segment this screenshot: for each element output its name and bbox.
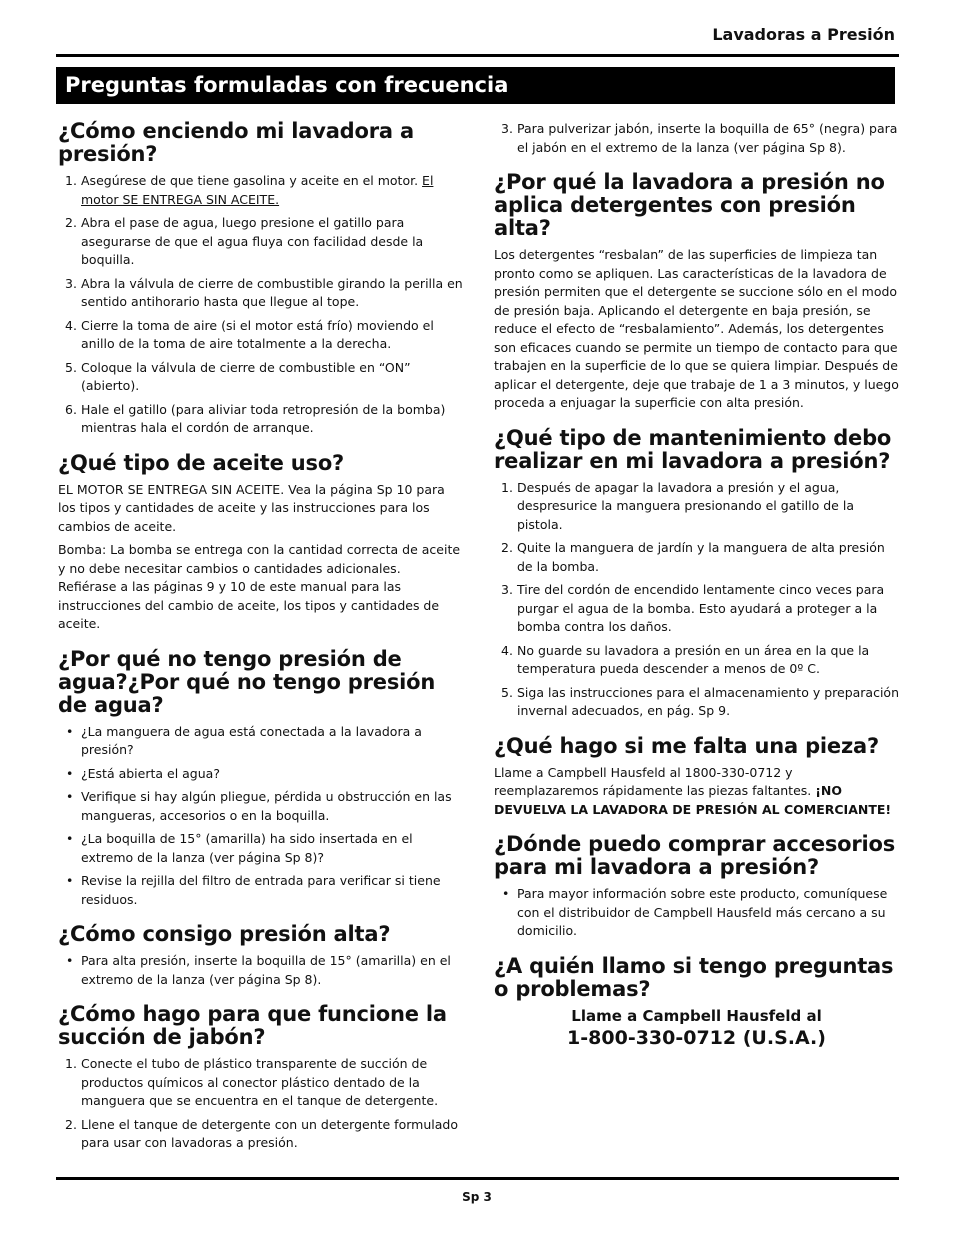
list-marker: 3. <box>65 275 77 291</box>
heading-accessories: ¿Dónde puedo comprar accesorios para mi lavadora a presión? <box>494 832 896 879</box>
list-item-text: ¿La manguera de agua está conectada a la lavadora a presión? <box>81 723 422 757</box>
list-marker: • <box>66 765 74 781</box>
heading-high-pressure: ¿Cómo consigo presión alta? <box>58 922 391 946</box>
right-column <box>494 120 899 1049</box>
list-item <box>494 885 899 941</box>
list-marker: 4. <box>501 642 513 658</box>
list-item-text: Conecte el tubo de plástico transparente de succión de productos químicos al conector plástico dentado de la manguera que se encuentra en el tanque de detergente. <box>81 1056 439 1108</box>
list-item-text: Cierre la toma de aire (si el motor está frío) moviendo el anillo de la toma de aire totalmente a la derecha. <box>81 317 434 351</box>
page-number: Sp 3 <box>462 1190 492 1204</box>
list-marker: 3. <box>501 582 513 597</box>
list-start <box>58 172 463 438</box>
list-item <box>58 830 463 867</box>
list-marker: 5. <box>501 684 513 700</box>
list-accessories <box>494 885 899 941</box>
list-item-text: Verifique si hay algún pliegue, pérdida u obstrucción en las mangueras, accesorios o en la boquilla. <box>81 789 452 823</box>
list-item-text: ¿La boquilla de 15° (amarilla) ha sido insertada en el extremo de la lanza (ver página Sp 8)? <box>81 831 413 865</box>
list-marker: 1. <box>65 1056 77 1071</box>
list-item-text: Después de apagar la lavadora a presión y el agua, despresurice la manguera presionando el gatillo de la pistola. <box>517 479 854 532</box>
list-marker: 2. <box>65 1116 77 1132</box>
list-soap-suction-continued <box>494 120 899 157</box>
list-item <box>58 275 463 312</box>
list-item-text: Para pulverizar jabón, inserte la boquilla de 65° (negra) para el jabón en el extremo de la lanza (ver página Sp 8). <box>517 121 898 155</box>
bottom-rule <box>56 1177 899 1180</box>
missing-part-warning: ¡NO DEVUELVA LA LAVADORA DE PRESIÓN AL COMERCIANTE! <box>494 783 892 817</box>
list-item <box>494 684 899 721</box>
list-item-underlined: El motor SE ENTREGA SIN ACEITE. <box>81 173 434 207</box>
list-item <box>58 952 463 989</box>
list-marker: 2. <box>501 540 513 555</box>
heading-soap-suction: ¿Cómo hago para que funcione la succión de jabón? <box>58 1002 447 1049</box>
paragraph-oil-1: EL MOTOR SE ENTREGA SIN ACEITE. Vea la página Sp 10 para los tipos y cantidades de aceite y las instrucciones para los cambios de aceite. <box>58 481 445 534</box>
list-marker: 1. <box>501 479 513 495</box>
list-item-text: Para mayor información sobre este producto, comuníquese con el distribuidor de Campbell Hausfeld más cercano a su domicilio. <box>517 886 888 938</box>
list-item-text: Revise la rejilla del filtro de entrada para verificar si tiene residuos. <box>81 873 441 907</box>
list-marker: • <box>502 886 510 901</box>
list-item <box>58 317 463 354</box>
heading-oil: ¿Qué tipo de aceite uso? <box>58 450 345 475</box>
list-item-text: Llene el tanque de detergente con un detergente formulado para usar con lavadoras a presión. <box>81 1116 458 1150</box>
top-rule <box>56 54 899 57</box>
running-header: Lavadoras a Presión <box>712 25 895 44</box>
missing-part-text: Llame a Campbell Hausfeld al 1800-330-0712 y reemplazaremos rápidamente las piezas faltantes. <box>494 764 816 798</box>
list-item-text: Tire del cordón de encendido lentamente cinco veces para purgar el agua de la bomba. Esto ayudará a proteger a la bomba contra los daños. <box>517 582 885 634</box>
list-marker: 2. <box>65 215 77 230</box>
list-item-text: Abra el pase de agua, luego presione el gatillo para asegurarse de que el agua fluya con facilidad desde la boquilla. <box>81 215 424 267</box>
heading-detergent: ¿Por qué la lavadora a presión no aplica detergentes con presión alta? <box>494 170 885 240</box>
list-item-text: Para alta presión, inserte la boquilla de 15° (amarilla) en el extremo de la lanza (ver página Sp 8). <box>81 953 451 987</box>
list-maintenance <box>494 479 899 721</box>
heading-no-pressure: ¿Por qué no tengo presión de agua?¿Por qué no tengo presión de agua? <box>58 646 436 717</box>
list-marker: • <box>66 873 74 888</box>
list-item-text: Quite la manguera de jardín y la manguera de alta presión de la bomba. <box>517 540 885 574</box>
list-item <box>494 479 899 535</box>
list-no-pressure <box>58 723 463 910</box>
list-item <box>58 1116 463 1153</box>
list-marker: 4. <box>65 317 77 333</box>
list-item <box>494 539 899 576</box>
list-item <box>58 788 463 825</box>
list-item-text: ¿Está abierta el agua? <box>81 765 220 781</box>
list-item-text: Hale el gatillo (para aliviar toda retropresión de la bomba) mientras hala el cordón de arranque. <box>81 401 446 435</box>
paragraph-detergent: Los detergentes “resbalan” de las superficies de limpieza tan pronto como se apliquen. Las características de la lavadora de presión permiten que el detergente se succione sólo en el modo de presión baja. Aplicando el detergente en baja presión, se reduce el efecto de “resbalamiento”. Además, los detergentes son eficaces cuando se permite un tiempo de contacto para que trabajen en la superficie de lo que se quiera limpiar. Después de aplicar el detergente, deje que trabaje de 1 a 3 minutos, y luego proceda a enjuagar la superficie con alta presión. <box>494 247 899 410</box>
list-item <box>58 872 463 909</box>
list-marker: • <box>66 789 74 804</box>
heading-contact: ¿A quién llamo si tengo preguntas o problemas? <box>494 953 894 1001</box>
list-item <box>58 172 463 209</box>
list-item <box>58 723 463 760</box>
list-item <box>58 401 463 438</box>
contact-line: Llame a Campbell Hausfeld al <box>571 1006 822 1025</box>
list-item-text: Asegúrese de que tiene gasolina y aceite en el motor. <box>81 173 423 188</box>
left-column <box>58 120 463 1165</box>
list-item <box>494 120 899 157</box>
list-item-text: Abra la válvula de cierre de combustible girando la perilla en sentido antihorario hasta que llegue al tope. <box>81 275 463 309</box>
list-marker: 1. <box>65 173 77 188</box>
list-item-text: No guarde su lavadora a presión en un área en la que la temperatura pueda descender a menos de 0º C. <box>517 642 870 676</box>
list-marker: • <box>66 953 74 968</box>
list-marker: 6. <box>65 401 77 417</box>
list-marker: • <box>66 831 74 846</box>
section-banner: Preguntas formuladas con frecuencia <box>56 67 895 104</box>
list-high-pressure <box>58 952 463 989</box>
heading-maintenance: ¿Qué tipo de mantenimiento debo realizar en mi lavadora a presión? <box>494 425 892 473</box>
list-soap-suction <box>58 1055 463 1153</box>
paragraph-missing-part <box>494 764 899 820</box>
paragraph-oil-2: Bomba: La bomba se entrega con la cantidad correcta de aceite y no debe necesitar cambios o cantidades adicionales. Refiérase a las páginas 9 y 10 de este manual para las instrucciones del cambio de aceite, los tipos y cantidades de aceite. <box>58 542 461 631</box>
list-item <box>58 214 463 270</box>
list-item <box>494 581 899 637</box>
heading-start: ¿Cómo enciendo mi lavadora a presión? <box>58 119 414 166</box>
list-marker: 5. <box>65 359 77 375</box>
list-marker: • <box>66 723 74 739</box>
list-item <box>494 642 899 679</box>
list-item <box>58 765 463 784</box>
list-item-text: Siga las instrucciones para el almacenamiento y preparación invernal adecuados, en pág. Sp 9. <box>517 684 900 718</box>
heading-missing-part: ¿Qué hago si me falta una pieza? <box>494 733 879 758</box>
list-item-text: Coloque la válvula de cierre de combustible en “ON” (abierto). <box>81 359 411 393</box>
list-marker: 3. <box>501 121 513 136</box>
list-item <box>58 1055 463 1111</box>
phone-number: 1-800-330-0712 (U.S.A.) <box>567 1026 826 1049</box>
list-item <box>58 359 463 396</box>
